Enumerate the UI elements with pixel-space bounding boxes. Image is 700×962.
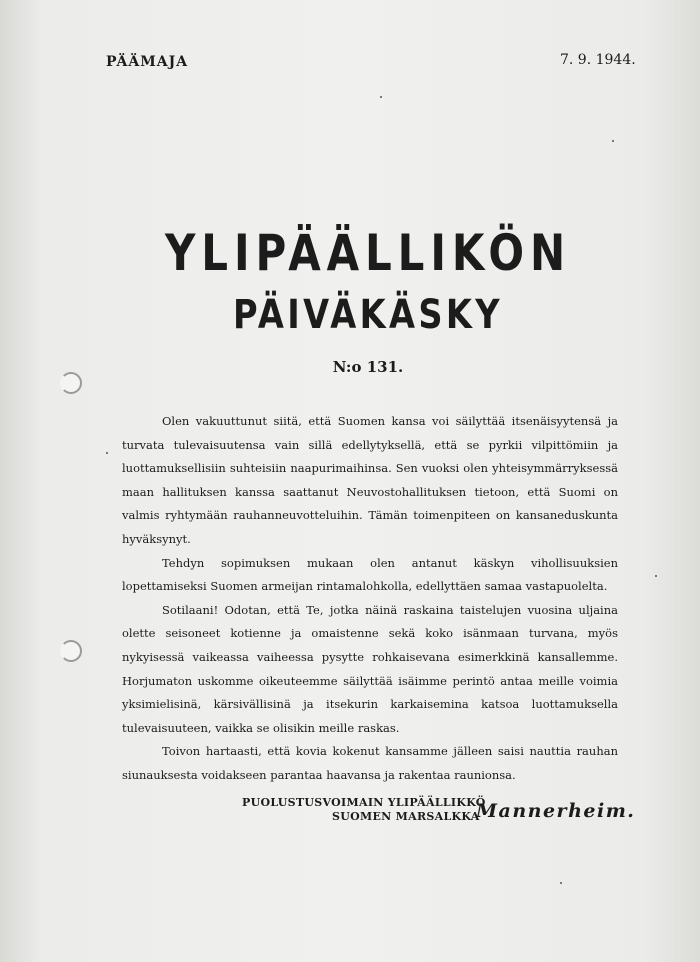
paper-speck	[380, 96, 382, 98]
punch-hole-lower	[60, 640, 82, 662]
signatory-rank: SUOMEN MARSALKKA	[332, 810, 480, 823]
paragraph: Toivon hartaasti, että kovia kokenut kansamme jälleen saisi nauttia rauhan siunauksesta voidakseen parantaa haavansa ja rakentaa raunionsa.	[122, 744, 618, 782]
paragraph: Olen vakuuttunut siitä, että Suomen kansa voi säilyttää itsenäisyytensä ja turvata tulevaisuutensa vain sillä edellytyksellä, että se pyrkii vilpittömiin ja luottamuksellisiin suhteisiin naapurimaihinsa. Sen vuoksi olen yhteisymmärryksessä maan hallituksen kanssa saattanut Neuvostohallituksen tietoon, että Suomi on valmis ryhtymään rauhanneuvotteluihin. Tämän toimenpiteen on kansaneduskunta hyväksynyt.	[122, 414, 618, 546]
paper-speck	[560, 882, 562, 884]
signatory-name: Mannerheim.	[476, 800, 636, 822]
paragraph: Sotilaani! Odotan, että Te, jotka näinä raskaina taistelujen vuosina uljaina olette seisoneet kotienne ja omaistenne sekä koko isänmaan turvana, myös nykyisessä vaikeassa vaiheessa pysytte rohkaisevana esimerkkinä kansallemme. Horjumaton uskomme oikeuteemme säilyttää isäimme perintö antaa meille voimia yksimielisinä, kärsivällisinä ja itsekurin karkaisemina katsoa luottamuksella tulevaisuuteen, vaikka se olisikin meille raskas.	[122, 602, 618, 735]
signatory-title: PUOLUSTUSVOIMAIN YLIPÄÄLLIKKÖ	[242, 796, 486, 809]
paper-speck	[106, 452, 108, 454]
paragraph: Tehdyn sopimuksen mukaan olen antanut käskyn vihollisuuksien lopettamiseksi Suomen armeijan rintamalohkolla, edellyttäen samaa vastapuolelta.	[122, 555, 618, 594]
order-body	[122, 410, 618, 788]
order-number: N:o 131.	[332, 358, 404, 376]
document-subtitle: PÄIVÄKÄSKY	[233, 292, 503, 338]
paper-speck	[612, 140, 614, 142]
headquarters-label: PÄÄMAJA	[106, 54, 189, 70]
document-title: YLIPÄÄLLIKÖN	[165, 224, 571, 282]
paper-speck	[655, 575, 657, 577]
document-date: 7. 9. 1944.	[560, 52, 636, 68]
